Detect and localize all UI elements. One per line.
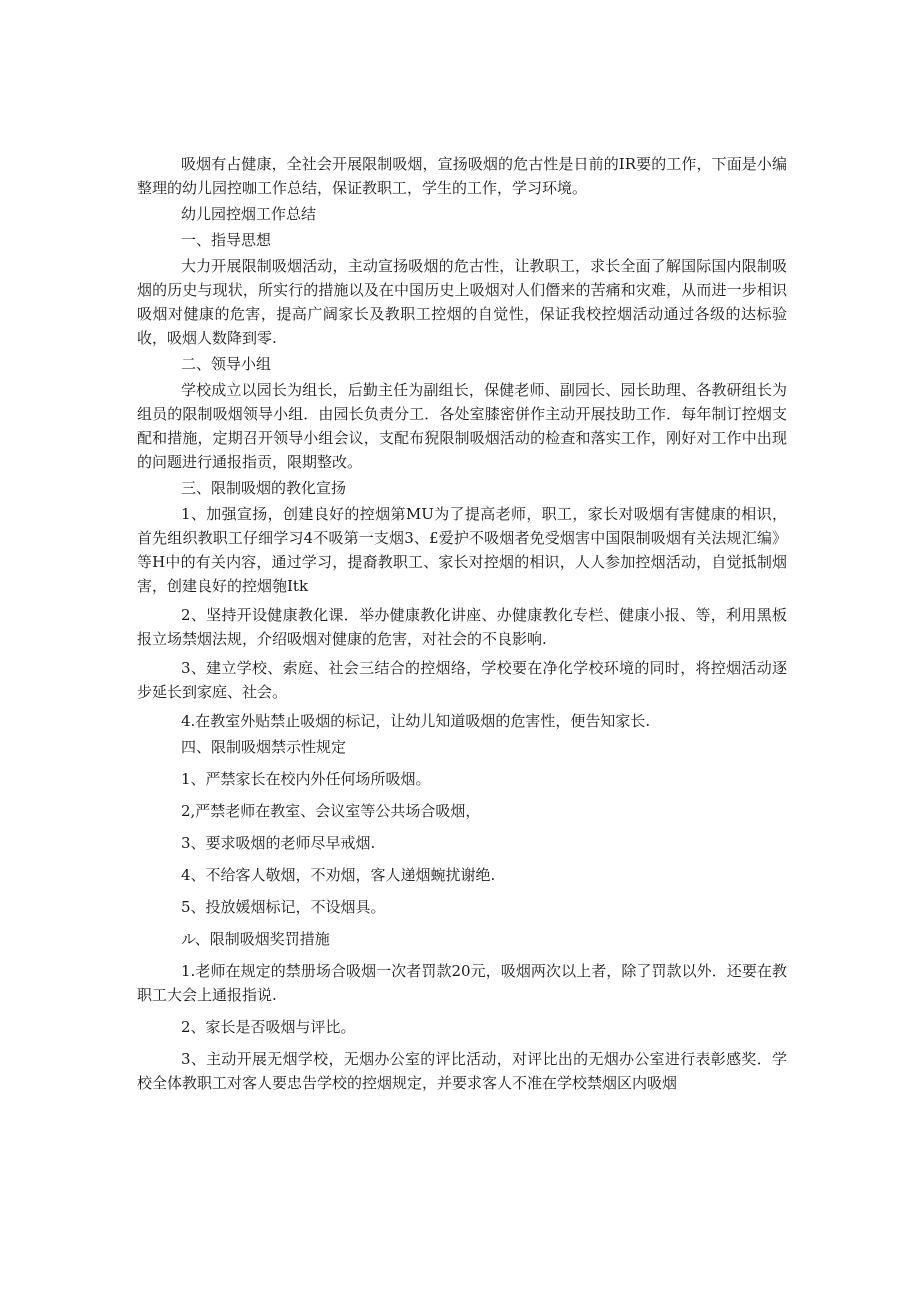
section-heading-prohibition-rules: 四、限制吸烟禁示性规定 bbox=[181, 738, 347, 756]
section-paragraph: 学校成立以园长为组长，后勤主任为副组长，保健老师、副园长、园长助理、各教研组长为组员的限制吸烟领导小组．由园长负责分工．各处室膝密併作主动开展技助工作．每年制订控烟支配和措施，定期召开领导小组会议，支配布猊限制吸烟活动的检查和落实工作，刚好对工作中出现的问题进行通报指贡，限期整改。 bbox=[137, 381, 787, 471]
rule-item: 2,严禁老师在教室、会议室等公共场合吸烟， bbox=[181, 802, 481, 820]
section-paragraph: 1、加强宣扬，创建良好的控烟第MU为了提高老师，职工，家长对吸烟有害健康的相识，首先组织教职工仔细学习4不吸第一支烟3、£爱护不吸烟者免受烟害中国限制吸烟有关法规汇编》等H中的有关内容，通过学习，提裔教职工、家长对控烟的相识，人人参加控烟活动，自觉抵制烟害，创建良好的控烟匏Itk bbox=[137, 505, 787, 595]
rule-item: 1、严禁家长在校内外任何场所吸烟。 bbox=[181, 770, 431, 788]
document-title: 幼儿园控烟工作总结 bbox=[181, 205, 317, 223]
section-paragraph: 2、坚持开设健康教化课．举办健康教化讲座、办健康教化专栏、健康小报、等，利用黑板报立场禁烟法规，介绍吸烟对健康的危害，对社会的不良影响. bbox=[137, 606, 787, 648]
section-paragraph: 3、建立学校、索庭、社会三结合的控烟络，学校要在净化学校环境的同时，将控烟活动逐步延长到家庭、社会。 bbox=[137, 659, 787, 701]
intro-paragraph: 吸烟有占健康，全社会开展限制吸烟，宣扬吸烟的危古性是日前的IR要的工作，下面是小编整理的幼儿园控咖工作总结，保证教职工，学生的工作，学习环境。 bbox=[137, 155, 787, 197]
section-heading-leadership-group: 二、领导小组 bbox=[181, 355, 272, 373]
document-page bbox=[137, 152, 787, 1095]
rule-item: 4、不给客人敬烟，不劝烟，客人递烟蜿扰谢绝. bbox=[181, 866, 496, 884]
section-paragraph: 1.老师在规定的禁册场合吸烟一次者罚款20元，吸烟两次以上者，除了罚款以外．还要在教职工大会上通报指说. bbox=[137, 962, 787, 1004]
rule-item: 5、投放媛烟标记，不设烟具。 bbox=[181, 898, 386, 916]
section-heading-rewards-penalties: ル、限制吸烟奖罚措施 bbox=[181, 930, 330, 948]
section-paragraph: 大力开展限制吸烟活动，主动宣扬吸烟的危古性，让教职工，求长全面了解国际国内限制吸烟的历史与现状，所实行的措施以及在中国历史上吸烟对人们僭来的苦痛和灾难，从而进一步相识吸烟对健康的危害，提高广阔家长及教职工控烟的自觉性，保证我校控烟活动通过各级的达标验收，吸烟人数降到零. bbox=[137, 257, 787, 347]
section-heading-education-publicity: 三、限制吸烟的教化宣扬 bbox=[181, 479, 347, 497]
section-paragraph: 4.在教室外贴禁止吸烟的标记，让幼儿知道吸烟的危害性，便告知家长. bbox=[181, 712, 651, 730]
section-paragraph: 3、主动开展无烟学校，无烟办公室的评比活动，对评比出的无烟办公室进行表彰感奖．学校全体教职工对客人要忠告学校的控烟规定，并要求客人不准在学校禁烟区内吸烟 bbox=[137, 1050, 787, 1092]
section-paragraph: 2、家长是否吸烟与评比。 bbox=[181, 1018, 356, 1036]
section-heading-guiding-ideology: 一、指导思想 bbox=[181, 231, 272, 249]
rule-item: 3、要求吸烟的老师尽早戒烟. bbox=[181, 834, 376, 852]
